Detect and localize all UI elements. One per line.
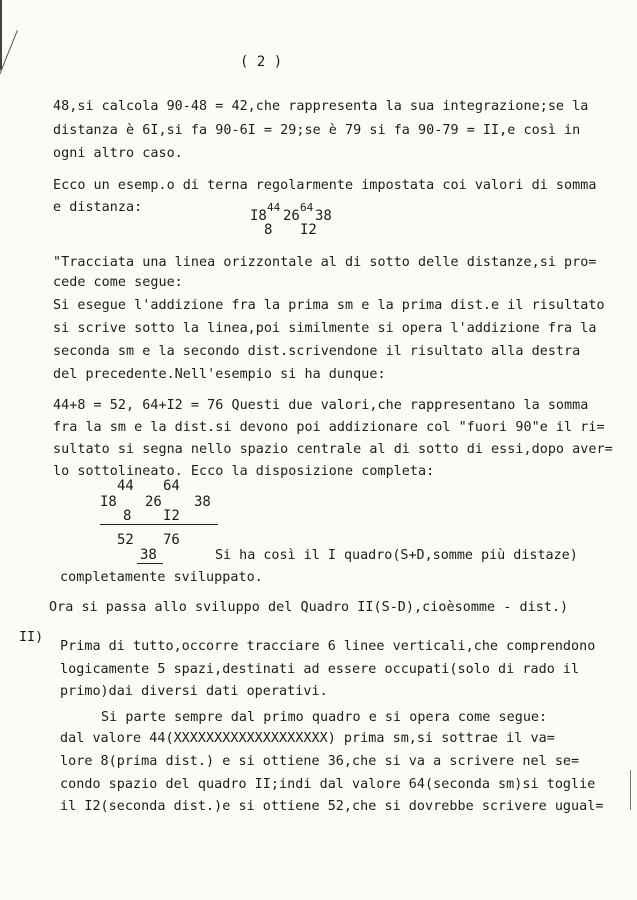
diagram-dist-2: I2 bbox=[163, 508, 180, 524]
paragraph-6: Ora si passa allo sviluppo del Quadro II(S-D),cioèsomme - dist.) bbox=[49, 600, 569, 615]
paragraph-4-line-4: lo sottolineato. Ecco la disposizione completa: bbox=[53, 464, 435, 479]
paragraph-3-line-5: seconda sm e la secondo dist.scrivendone il risultato alla destra bbox=[53, 344, 581, 359]
paragraph-2-line-2: e distanza: bbox=[53, 200, 143, 215]
diagram-result-2: 76 bbox=[163, 532, 180, 548]
paragraph-4-line-2: fra la sm e la dist.si devono poi addizionare col "fuori 90"e il ri= bbox=[53, 420, 605, 435]
paragraph-7-line-3: primo)dai diversi dati operativi. bbox=[60, 684, 328, 699]
diagram-center-result: 38 bbox=[140, 547, 157, 563]
paragraph-1-line-3: ogni altro caso. bbox=[53, 146, 183, 161]
terna-sum-3: 38 bbox=[315, 208, 332, 224]
paragraph-4-line-1: 44+8 = 52, 64+I2 = 76 Questi due valori,che rappresentano la somma bbox=[53, 398, 589, 413]
left-margin-scan-mark bbox=[0, 0, 2, 70]
paragraph-7-line-2: logicamente 5 spazi,destinati ad essere occupati(solo di rado il bbox=[60, 662, 580, 677]
paragraph-3-line-2: cede come segue: bbox=[53, 275, 183, 290]
paragraph-3-line-4: si scrive sotto la linea,poi similmente si opera l'addizione fra la bbox=[53, 321, 597, 336]
terna-sum-1: I8 bbox=[250, 208, 267, 224]
paragraph-1-line-1: 48,si calcola 90-48 = 42,che rappresenta la sua integrazione;se la bbox=[53, 99, 589, 114]
paragraph-2-line-1: Ecco un esemp.o di terna regolarmente impostata coi valori di somma bbox=[53, 178, 597, 193]
paragraph-5: completamente sviluppato. bbox=[60, 570, 263, 585]
right-margin-scan-mark bbox=[630, 770, 631, 810]
diagram-center-underline bbox=[137, 563, 163, 564]
paragraph-4-line-3: sultato si segna nello spazio centrale al di sotto di essi,dopo aver= bbox=[53, 442, 613, 457]
paragraph-3-line-6: del precedente.Nell'esempio si ha dunque: bbox=[53, 367, 386, 382]
terna-sum-2: 26 bbox=[283, 208, 300, 224]
paragraph-3-line-3: Si esegue l'addizione fra la prima sm e la prima dist.e il risultato bbox=[53, 298, 605, 313]
section-marker-ii: II) bbox=[19, 630, 44, 645]
diagram-top-2: 64 bbox=[163, 478, 180, 494]
left-margin-scan-line bbox=[0, 30, 18, 142]
terna-sup-2: 64 bbox=[300, 201, 314, 214]
paragraph-8-line-2: dal valore 44(XXXXXXXXXXXXXXXXXXX) prima sm,si sottrae il va= bbox=[60, 731, 555, 746]
terna-dist-2: I2 bbox=[300, 222, 317, 238]
paragraph-8-line-1: Si parte sempre dal primo quadro e si opera come segue: bbox=[101, 710, 548, 725]
diagram-result-1: 52 bbox=[117, 532, 134, 548]
diagram-sum-2: 26 bbox=[145, 494, 162, 510]
diagram-sum-1: I8 bbox=[100, 494, 117, 510]
terna-sup-1: 44 bbox=[267, 201, 281, 214]
terna-dist-1: 8 bbox=[264, 222, 273, 238]
paragraph-3-line-1: "Tracciata una linea orizzontale al di sotto delle distanze,si pro= bbox=[53, 255, 597, 270]
diagram-sum-3: 38 bbox=[194, 494, 211, 510]
diagram-dist-1: 8 bbox=[123, 508, 132, 524]
diagram-top-1: 44 bbox=[117, 478, 134, 494]
diagram-horizontal-rule bbox=[100, 524, 218, 525]
paragraph-8-line-3: lore 8(prima dist.) e si ottiene 36,che si va a scrivere nel se= bbox=[60, 754, 580, 769]
paragraph-7-line-1: Prima di tutto,occorre tracciare 6 linee verticali,che comprendono bbox=[60, 639, 596, 654]
diagram-note: Si ha così il I quadro(S+D,somme più distaze) bbox=[215, 548, 578, 563]
paragraph-1-line-2: distanza è 6I,si fa 90-6I = 29;se è 79 si fa 90-79 = II,e così in bbox=[53, 123, 581, 138]
page-number: ( 2 ) bbox=[240, 54, 283, 70]
paragraph-8-line-4: condo spazio del quadro II;indi dal valore 64(seconda sm)si toglie bbox=[60, 777, 596, 792]
paragraph-8-line-5: il I2(seconda dist.)e si ottiene 52,che si dovrebbe scrivere ugual= bbox=[60, 799, 604, 814]
